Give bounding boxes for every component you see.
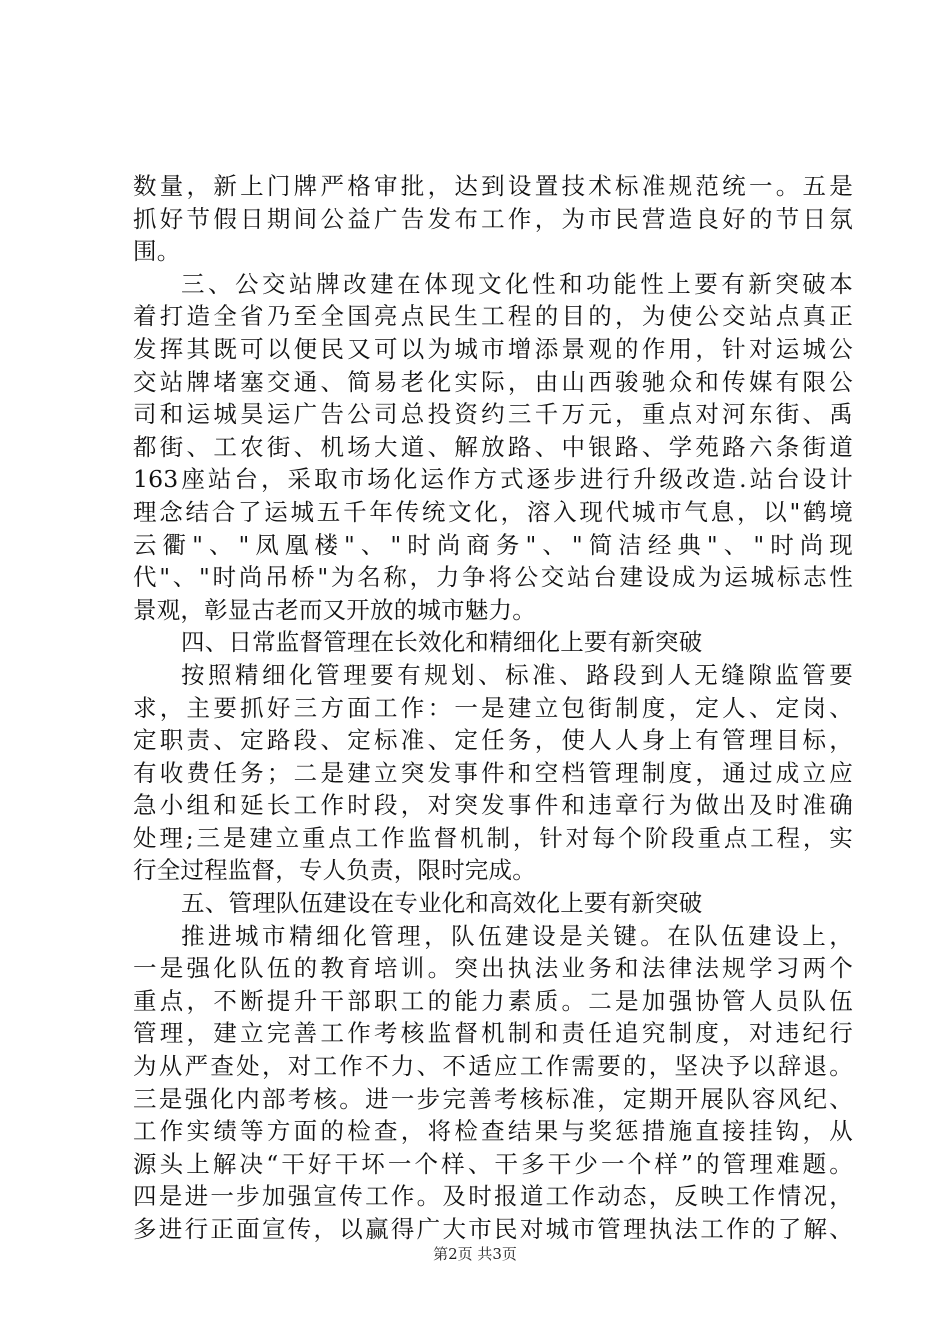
text-line: 急小组和延长工作时段，对突发事件和违章行为做出及时准确 xyxy=(133,791,853,820)
text-line: 围。 xyxy=(133,237,181,266)
text-line: 多进行正面宣传，以赢得广大市民对城市管理执法工作的了解、 xyxy=(133,1215,853,1243)
text-line: 三是强化内部考核。进一步完善考核标准，定期开展队容风纪、 xyxy=(133,1084,853,1113)
text-line: 工作实绩等方面的检查，将检查结果与奖惩措施直接挂钩，从 xyxy=(133,1117,853,1146)
text-line: 有收费任务；二是建立突发事件和空档管理制度，通过成立应 xyxy=(133,758,853,787)
text-line: 一是强化队伍的教育培训。突出执法业务和法律法规学习两个 xyxy=(133,954,853,983)
text-line: 都街、工农街、机场大道、解放路、中银路、学苑路六条街道 xyxy=(133,432,853,461)
text-line: 源头上解决“干好干坏一个样、干多干少一个样”的管理难题。 xyxy=(133,1149,853,1178)
text-line: 四是进一步加强宣传工作。及时报道工作动态，反映工作情况， xyxy=(133,1182,853,1211)
text-line: 为从严查处，对工作不力、不适应工作需要的，坚决予以辞退。 xyxy=(133,1052,853,1081)
text-line: 处理;三是建立重点工作监督机制，针对每个阶段重点工程，实 xyxy=(133,823,853,852)
text-line: 景观，彰显古老而又开放的城市魅力。 xyxy=(133,595,536,624)
text-line: 定职责、定路段、定标准、定任务，使人人身上有管理目标， xyxy=(133,726,853,755)
text-line: 交站牌堵塞交通、简易老化实际，由山西骏驰众和传媒有限公 xyxy=(133,367,853,396)
text-line: 理念结合了运城五千年传统文化，溶入现代城市气息，以"鹤境 xyxy=(133,497,853,526)
text-line: 五、管理队伍建设在专业化和高效化上要有新突破 xyxy=(181,889,703,918)
page-footer: 第2页 共3页 xyxy=(433,1245,517,1263)
text-line: 求，主要抓好三方面工作：一是建立包街制度，定人、定岗、 xyxy=(133,693,853,722)
text-line: 管理，建立完善工作考核监督机制和责任追究制度，对违纪行 xyxy=(133,1019,853,1048)
text-line: 着打造全省乃至全国亮点民生工程的目的，为使公交站点真正 xyxy=(133,302,853,331)
text-line: 按照精细化管理要有规划、标准、路段到人无缝隙监管要 xyxy=(181,660,853,689)
text-line: 云衢"、"凤凰楼"、"时尚商务"、"简洁经典"、"时尚现 xyxy=(133,530,853,559)
document-body xyxy=(133,170,853,1246)
text-line: 重点，不断提升干部职工的能力素质。二是加强协管人员队伍 xyxy=(133,986,853,1015)
text-line: 代"、"时尚吊桥"为名称，力争将公交站台建设成为运城标志性 xyxy=(133,563,853,592)
text-line: 推进城市精细化管理，队伍建设是关键。在队伍建设上， xyxy=(181,921,853,950)
text-line: 司和运城昊运广告公司总投资约三千万元，重点对河东街、禹 xyxy=(133,400,853,429)
text-line: 三、公交站牌改建在体现文化性和功能性上要有新突破本 xyxy=(181,269,853,298)
text-line: 行全过程监督，专人负责，限时完成。 xyxy=(133,856,536,885)
text-line: 163座站台，采取市场化运作方式逐步进行升级改造.站台设计 xyxy=(133,465,853,494)
text-line: 四、日常监督管理在长效化和精细化上要有新突破 xyxy=(181,628,703,657)
text-line: 抓好节假日期间公益广告发布工作，为市民营造良好的节日氛 xyxy=(133,204,853,233)
text-line: 数量，新上门牌严格审批，达到设置技术标准规范统一。五是 xyxy=(133,172,853,200)
text-line: 发挥其既可以便民又可以为城市增添景观的作用，针对运城公 xyxy=(133,334,853,363)
